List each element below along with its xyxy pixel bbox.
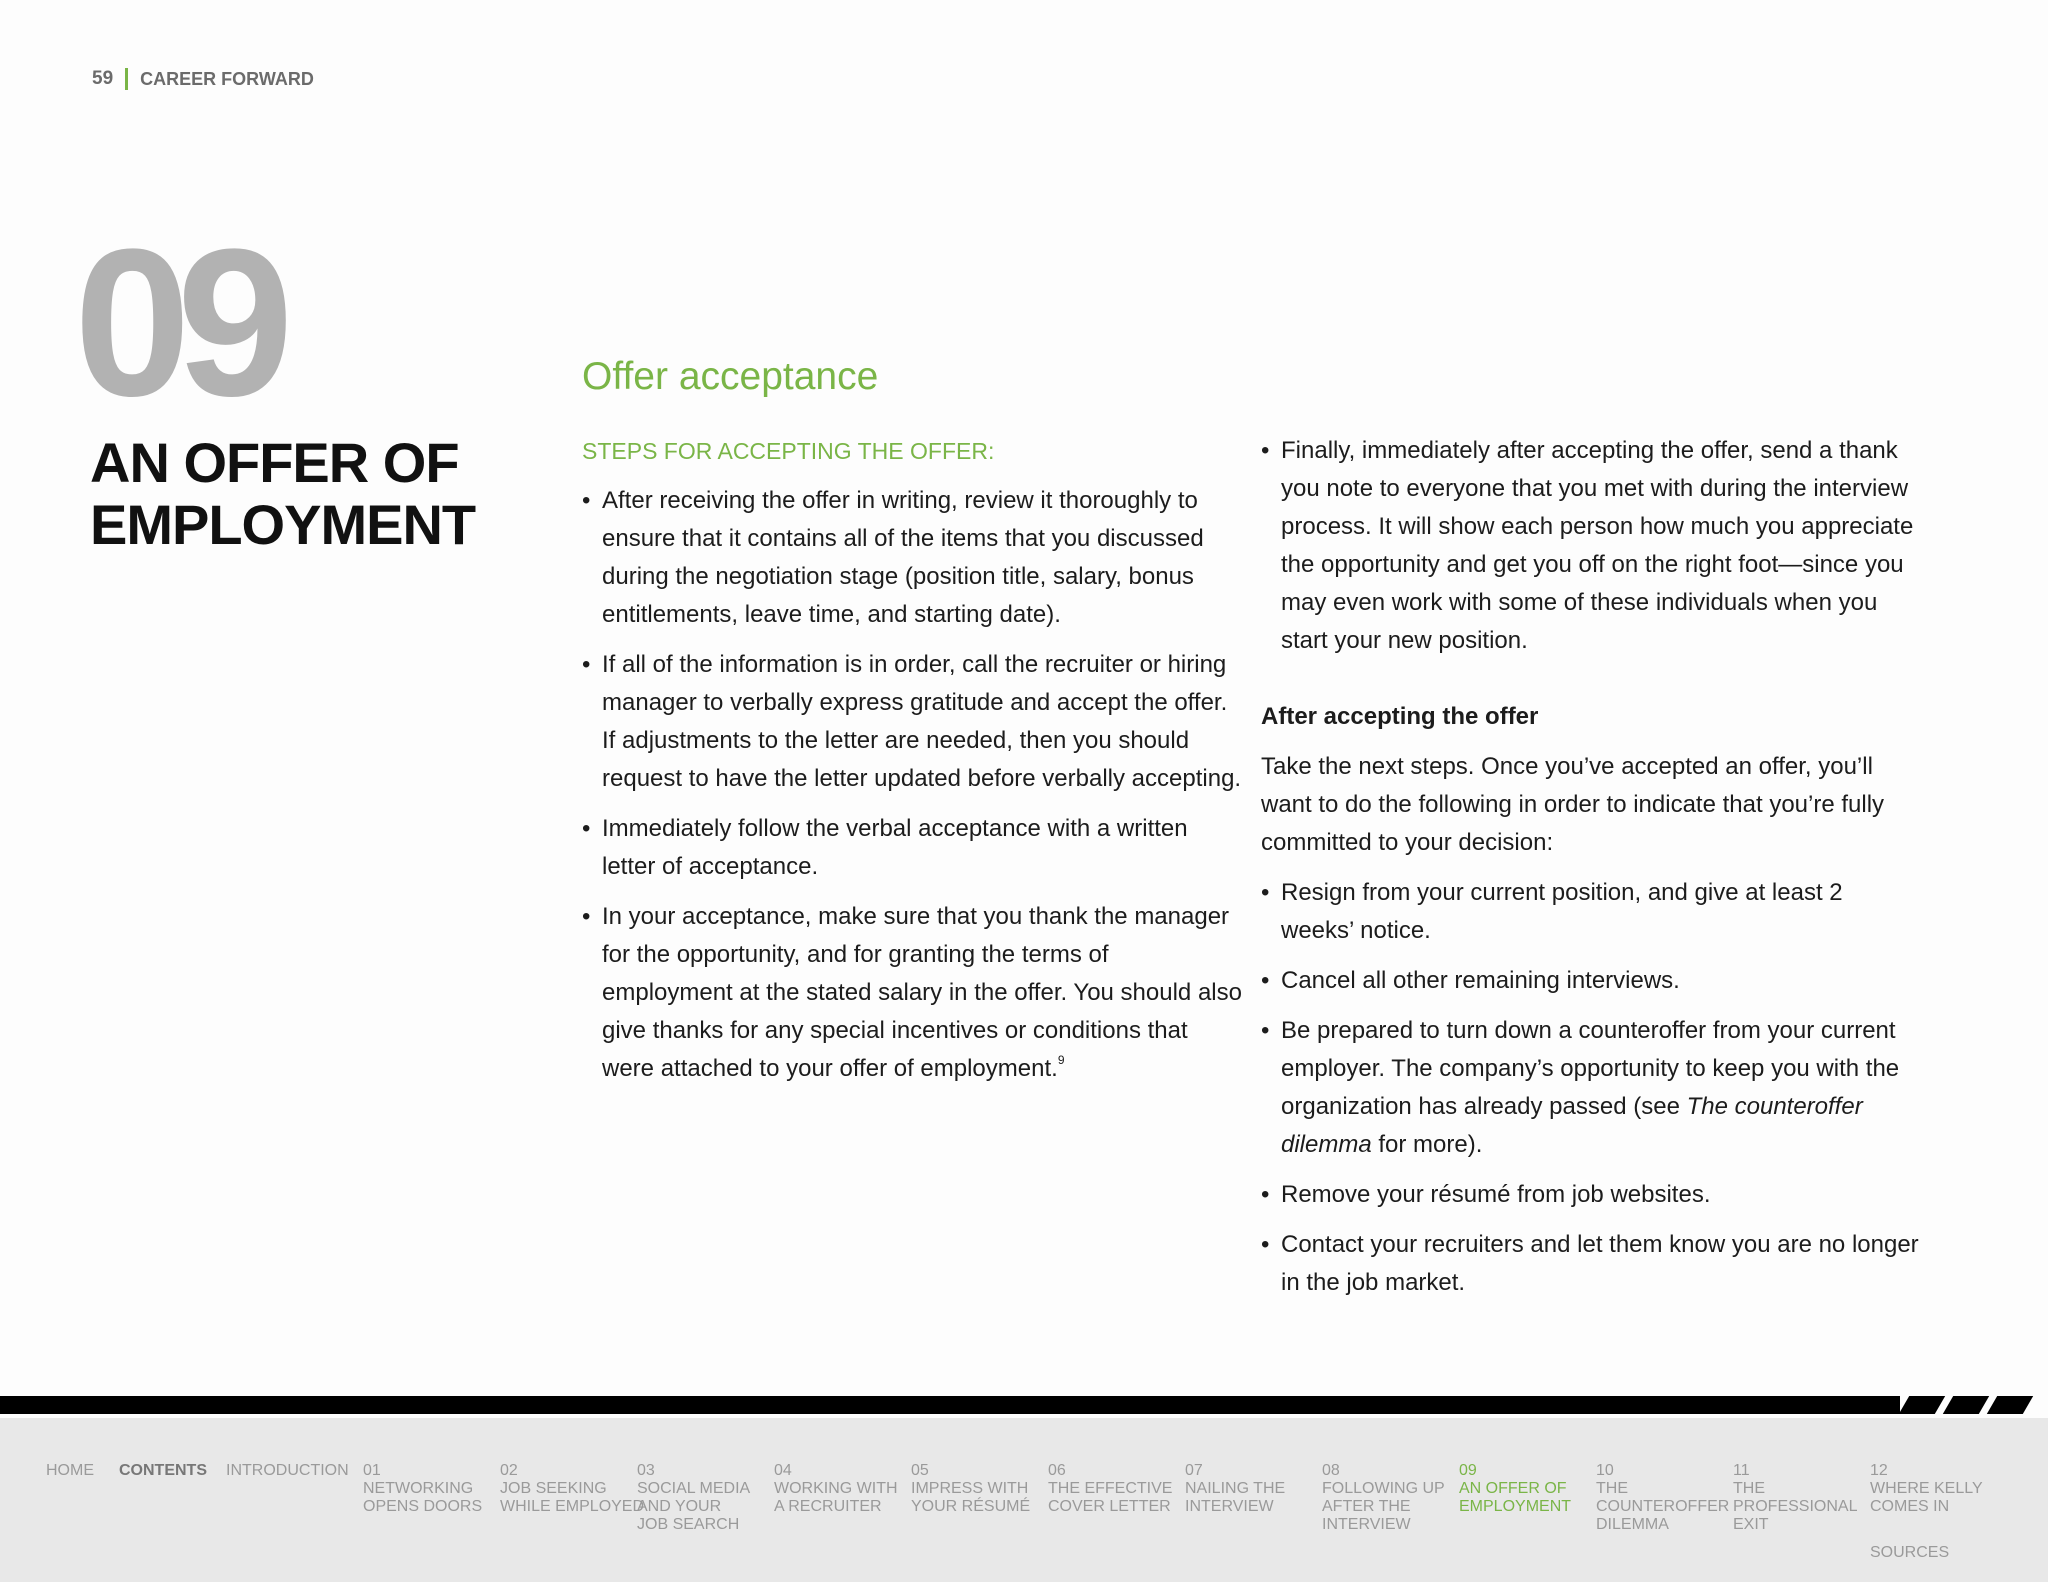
nav-sources[interactable]: SOURCES	[1870, 1544, 1950, 1561]
bullet-text-wrap	[1281, 1012, 1921, 1164]
steps-heading: STEPS FOR ACCEPTING THE OFFER:	[582, 438, 995, 464]
chapter-title-line: EMPLOYMENT	[90, 493, 476, 556]
nav-chapter-label: AN OFFER OF EMPLOYMENT	[1459, 1480, 1572, 1515]
bullet-text: In your acceptance, make sure that you thank the manager for the opportunity, and for granting the terms of employment at the stated salary in the offer. You should also give thanks for any special incentives or conditions that were attached to your offer of employment.	[602, 903, 1242, 1082]
bullet-text: After receiving the offer in writing, review it thoroughly to ensure that it contains all of the items that you discussed during the negotiation stage (position title, salary, bonus entitlements, leave time, and starting date).	[602, 487, 1204, 628]
chapter-title	[90, 432, 530, 556]
nav-chapter-label: JOB SEEKING WHILE EMPLOYED	[500, 1480, 645, 1515]
nav-chapter-number: 09	[1459, 1462, 1477, 1479]
nav-chapter-12[interactable]	[1870, 1462, 1983, 1516]
list-item	[1261, 432, 1921, 660]
left-column	[582, 432, 1242, 1100]
list-item	[582, 482, 1242, 634]
footnote-mark[interactable]: 9	[1057, 1053, 1065, 1067]
nav-chapter-number: 10	[1596, 1462, 1614, 1479]
nav-chapter-number: 07	[1185, 1462, 1203, 1479]
chapter-number: 09	[74, 205, 280, 440]
counteroffer-link[interactable]: The counteroffer dilemma	[1281, 1093, 1863, 1158]
nav-chapter-number: 11	[1733, 1462, 1750, 1479]
chapter-title-line: AN OFFER OF	[90, 431, 459, 494]
nav-chapter-04[interactable]	[774, 1462, 898, 1516]
nav-chapter-label: NETWORKING OPENS DOORS	[363, 1480, 483, 1515]
nav-chapter-label: SOCIAL MEDIA AND YOUR JOB SEARCH	[637, 1480, 751, 1533]
nav-chapter-11[interactable]	[1733, 1462, 1857, 1534]
page-number: 59	[92, 68, 114, 89]
list-item	[1261, 874, 1921, 950]
list-item	[582, 898, 1242, 1088]
nav-chapter-number: 01	[363, 1462, 381, 1479]
list-item	[1261, 962, 1921, 1000]
counteroffer-text-pre: Be prepared to turn down a counteroffer from your current employer. The company’s opportunity to keep you with the organization has already passed (see	[1281, 1017, 1900, 1120]
bullet-text: Cancel all other remaining interviews.	[1281, 967, 1680, 994]
nav-chapter-number: 03	[637, 1462, 655, 1479]
list-item	[1261, 1176, 1921, 1214]
bullet-text-wrap	[602, 898, 1242, 1088]
nav-chapter-label: WORKING WITH A RECRUITER	[774, 1480, 898, 1515]
bullet-icon: •	[1261, 1231, 1270, 1258]
nav-chapter-label: FOLLOWING UP AFTER THE INTERVIEW	[1322, 1480, 1445, 1533]
publication-title: CAREER FORWARD	[140, 68, 314, 89]
bullet-text: Remove your résumé from job websites.	[1281, 1181, 1711, 1208]
nav-chapter-number: 02	[500, 1462, 518, 1479]
bullet-text: Resign from your current position, and give at least 2 weeks’ notice.	[1281, 879, 1843, 944]
bullet-icon: •	[582, 487, 591, 514]
nav-chapter-03[interactable]	[637, 1462, 750, 1534]
list-item	[582, 810, 1242, 886]
nav-chapter-label: THE EFFECTIVE COVER LETTER	[1048, 1480, 1173, 1515]
rule-slash-decoration	[1943, 1396, 1989, 1414]
nav-chapter-09[interactable]	[1459, 1462, 1571, 1516]
bullet-icon: •	[1261, 967, 1270, 994]
rule-slash-decoration	[1987, 1396, 2033, 1414]
counteroffer-text-post: for more).	[1371, 1131, 1483, 1158]
rule-slash-decoration	[1899, 1396, 1945, 1414]
nav-home[interactable]: HOME	[46, 1462, 94, 1479]
nav-chapter-02[interactable]	[500, 1462, 644, 1516]
page-header	[92, 66, 314, 92]
bullet-icon: •	[582, 903, 591, 930]
list-item	[582, 646, 1242, 798]
nav-chapter-label: THE PROFESSIONAL EXIT	[1733, 1480, 1858, 1533]
nav-chapter-08[interactable]	[1322, 1462, 1445, 1534]
nav-chapter-label: WHERE KELLY COMES IN	[1870, 1480, 1983, 1515]
nav-chapter-number: 05	[911, 1462, 929, 1479]
nav-chapter-label: NAILING THE INTERVIEW	[1185, 1480, 1286, 1515]
bullet-icon: •	[1261, 879, 1270, 906]
header-divider	[125, 68, 128, 90]
nav-chapter-01[interactable]	[363, 1462, 482, 1516]
nav-chapter-07[interactable]	[1185, 1462, 1285, 1516]
intro-paragraph: Take the next steps. Once you’ve accepted an offer, you’ll want to do the following in order to indicate that you’re fully committed to your decision:	[1261, 753, 1885, 856]
nav-chapter-06[interactable]	[1048, 1462, 1172, 1516]
nav-chapter-number: 04	[774, 1462, 792, 1479]
bullet-icon: •	[1261, 437, 1270, 464]
list-item	[1261, 1226, 1921, 1302]
after-accepting-heading: After accepting the offer	[1261, 703, 1539, 730]
nav-chapter-label: IMPRESS WITH YOUR RÉSUMÉ	[911, 1480, 1031, 1515]
nav-chapter-number: 06	[1048, 1462, 1066, 1479]
nav-chapter-number: 12	[1870, 1462, 1888, 1479]
bullet-icon: •	[582, 815, 591, 842]
nav-introduction[interactable]: INTRODUCTION	[226, 1462, 349, 1479]
nav-chapter-number: 08	[1322, 1462, 1340, 1479]
bullet-text: Contact your recruiters and let them know you are no longer in the job market.	[1281, 1231, 1919, 1296]
bullet-text: If all of the information is in order, call the recruiter or hiring manager to verbally express gratitude and accept the offer. If adjustments to the letter are needed, then you should request to have the letter updated before verbally accepting.	[602, 651, 1242, 792]
nav-chapter-10[interactable]	[1596, 1462, 1729, 1534]
bullet-icon: •	[1261, 1017, 1270, 1044]
nav-contents[interactable]: CONTENTS	[119, 1462, 207, 1479]
footer-rule	[0, 1396, 1900, 1414]
right-column	[1261, 432, 1921, 1314]
nav-chapter-label: THE COUNTEROFFER DILEMMA	[1596, 1480, 1730, 1533]
nav-chapter-05[interactable]	[911, 1462, 1030, 1516]
footer-navigation	[0, 1418, 2048, 1582]
bullet-text: Immediately follow the verbal acceptance with a written letter of acceptance.	[602, 815, 1188, 880]
bullet-icon: •	[1261, 1181, 1270, 1208]
bullet-icon: •	[582, 651, 591, 678]
list-item	[1261, 1012, 1921, 1164]
section-heading: Offer acceptance	[582, 355, 879, 398]
bullet-text: Finally, immediately after accepting the offer, send a thank you note to everyone that you met with during the interview process. It will show each person how much you appreciate the opportunity and get you off on the right foot—since you may even work with some of these individuals when you start your new position.	[1281, 437, 1914, 654]
